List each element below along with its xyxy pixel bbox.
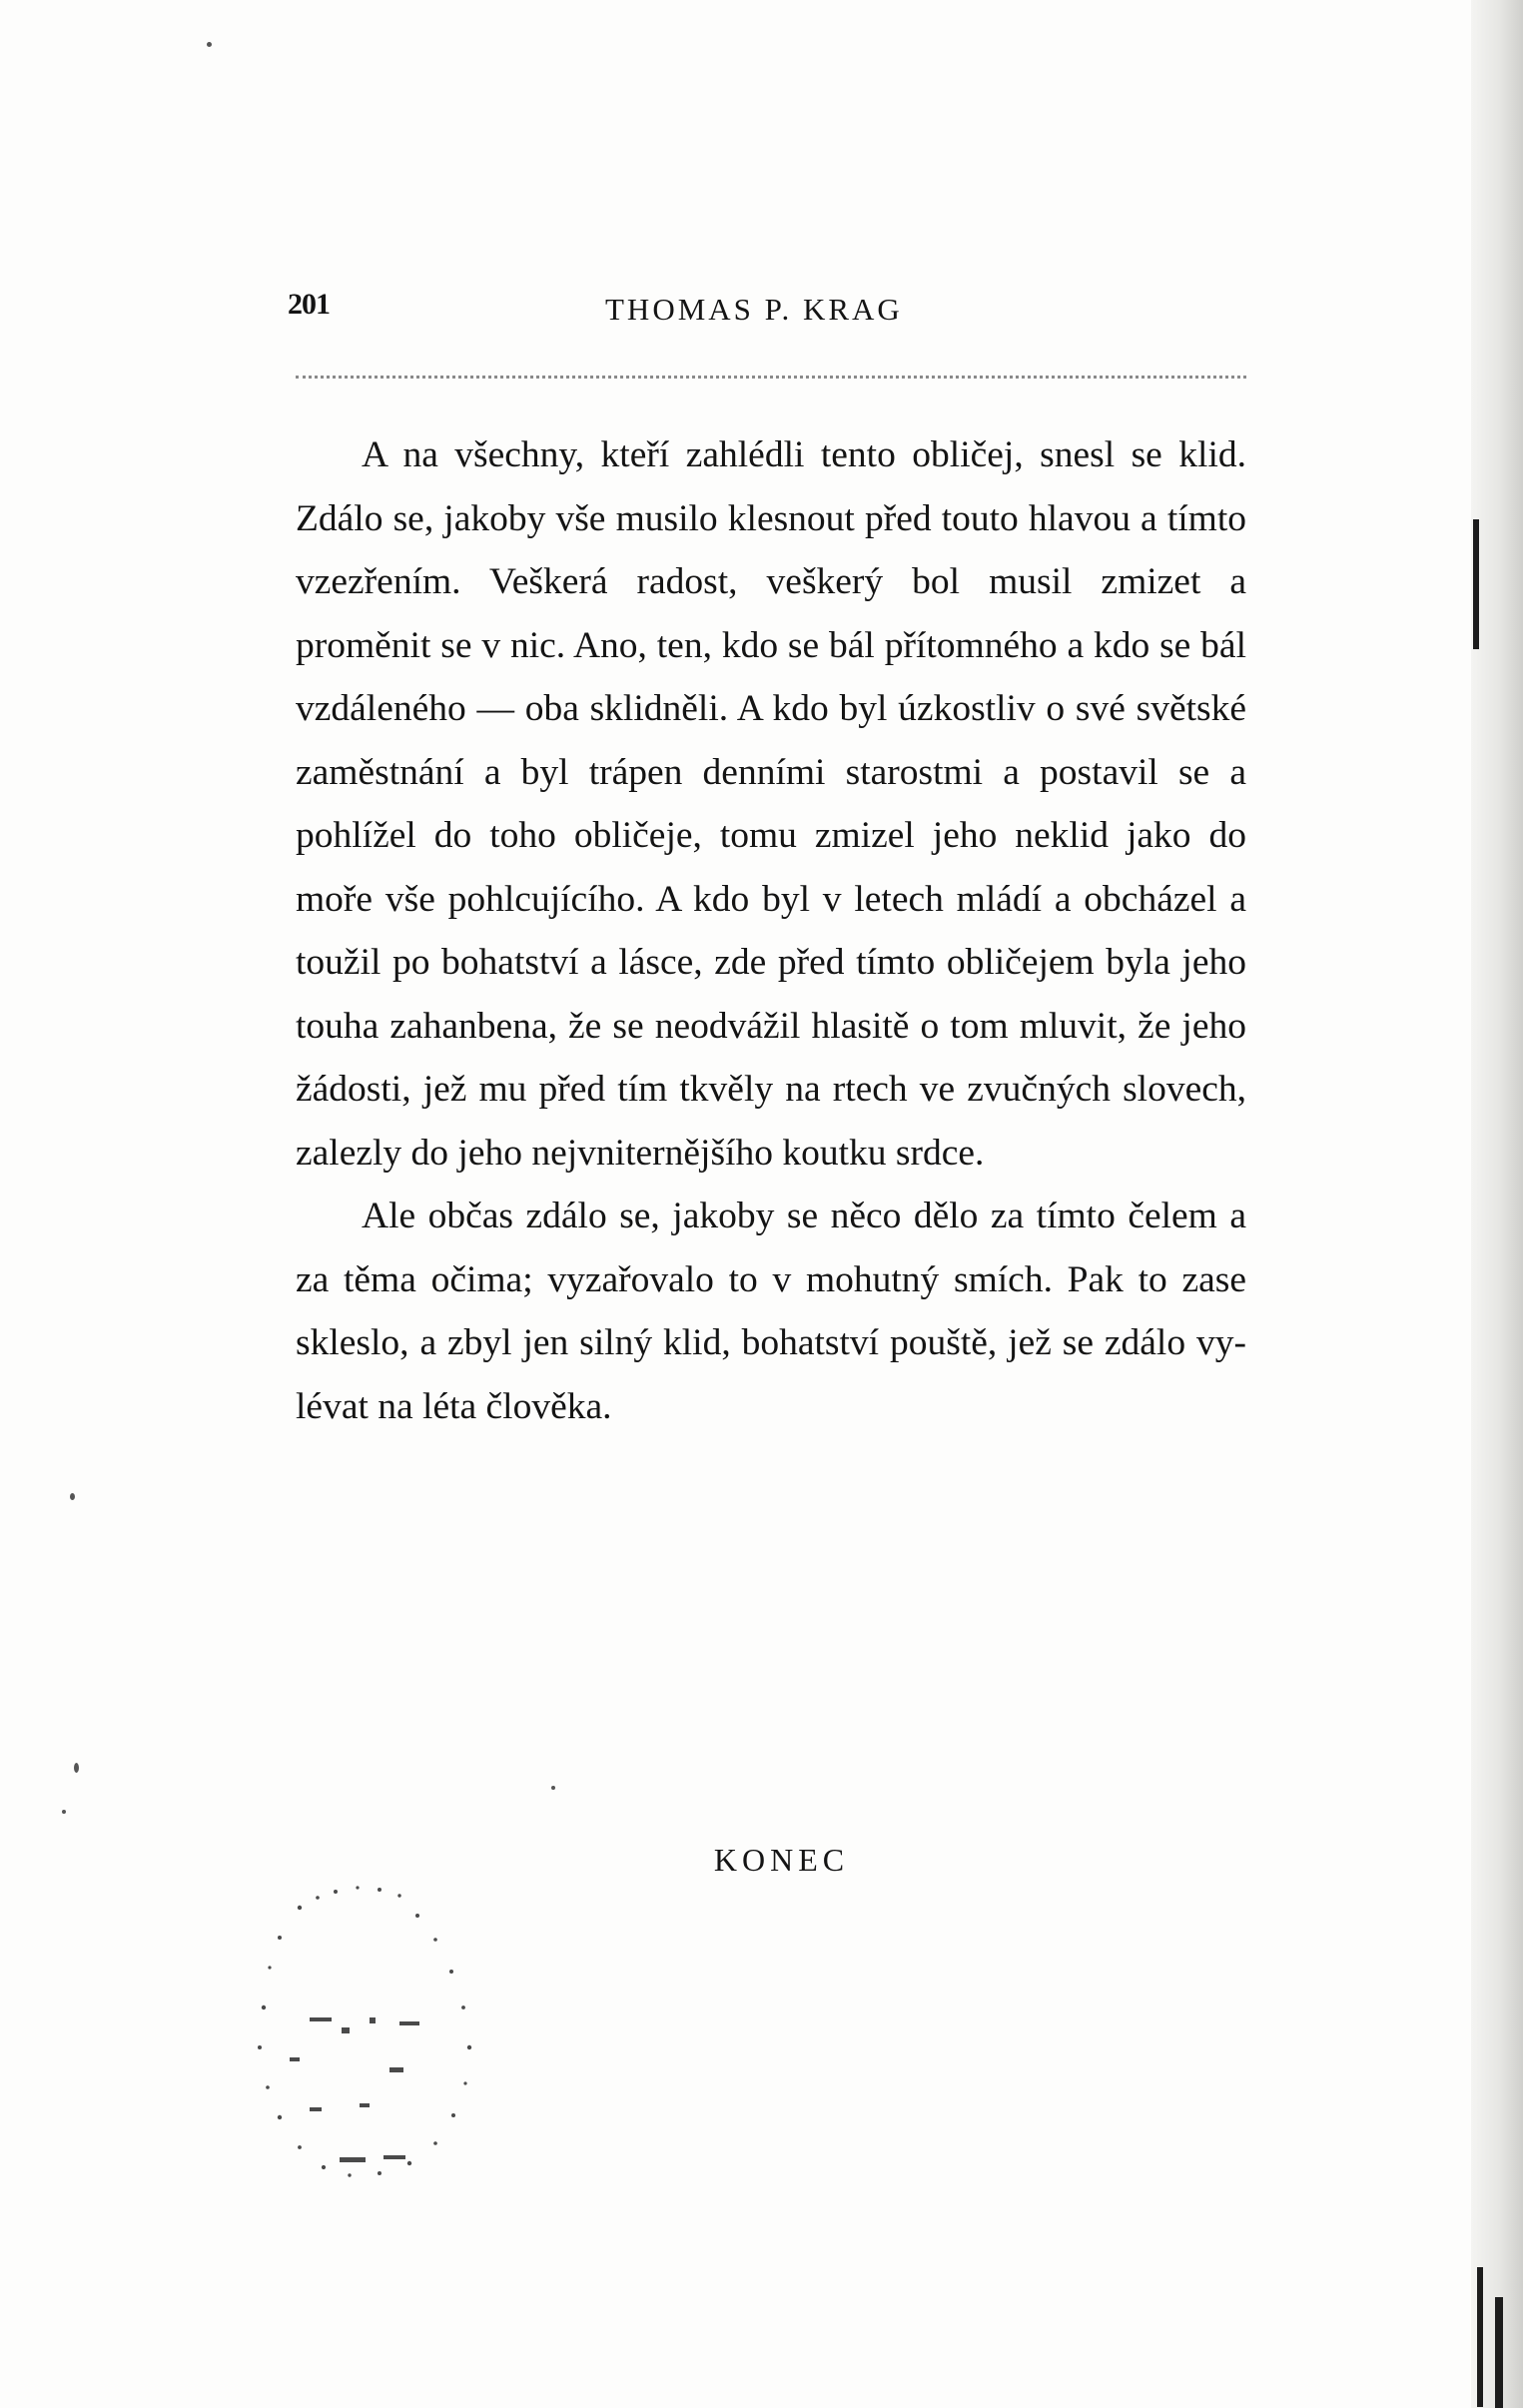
library-stamp-icon <box>240 1868 529 2207</box>
scan-speck <box>62 1810 66 1814</box>
scan-speck <box>551 1786 555 1790</box>
paragraph: A na všechny, kteří zahlédli tento obličej, snesl se klid. Zdálo se, jakoby vše musilo klesnout před touto hlavou a tímto vzezřením. Veškerá radost, veškerý bol musil zmizet a proměnit se v nic. Ano, ten, kdo se bál přítomného a kdo se bál vzdáleného — oba sklidněli. A kdo byl úzkostliv o své světské zaměstnání a byl trápen denními starostmi a postavil se a pohlížel do toho obličeje, tomu zmizel jeho neklid jako do moře vše pohlcujícího. A kdo byl v letech mládí a obcházel a toužil po bohatství a lásce, zde před tímto obličejem byla jeho touha zahanbena, že se neodvážil hlasitě o tom mluvit, že jeho žádosti, jež mu před tím tkvěly na rtech ve zvučných slovech, zalezly do jeho nejvniternějšího koutku srdce. <box>296 434 1246 1174</box>
body-text <box>296 423 1246 1438</box>
header-rule <box>296 376 1246 379</box>
running-head: THOMAS P. KRAG <box>605 292 903 327</box>
page-edge-shadow <box>1471 0 1523 2408</box>
scan-edge-mark <box>1477 2267 1483 2407</box>
page-number: 201 <box>288 288 330 321</box>
page-header <box>288 284 1246 340</box>
end-mark: KONEC <box>713 1842 850 1878</box>
scan-speck <box>207 42 212 47</box>
paragraph: Ale občas zdálo se, jakoby se něco dělo za tímto čelem a za těma očima; vyzařovalo to v mohutný smích. Pak to zase skleslo, a zbyl jen silný klid, bohatství pouště, jež se zdálo vylévat na léta člověka. <box>296 1196 1246 1427</box>
scan-speck <box>70 1493 75 1500</box>
scan-speck <box>74 1763 79 1773</box>
scan-edge-mark <box>1473 519 1479 649</box>
scan-edge-mark <box>1495 2297 1503 2408</box>
